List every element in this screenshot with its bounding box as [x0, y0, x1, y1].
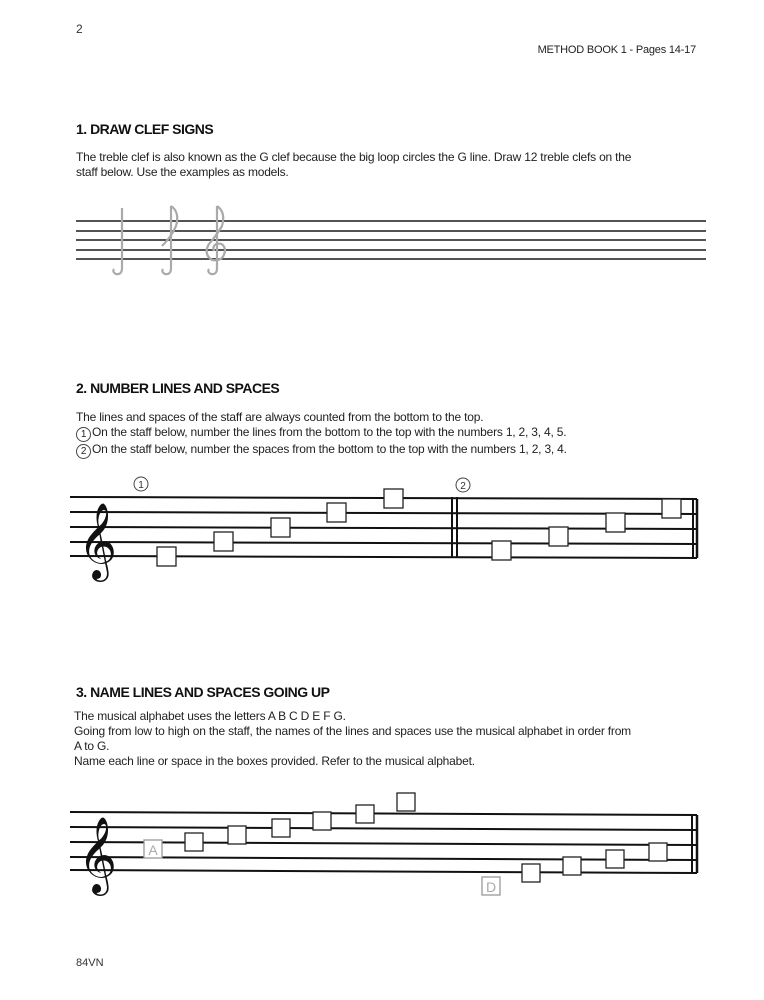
running-head: METHOD BOOK 1 - Pages 14-17	[537, 44, 696, 56]
section-2-title: 2. NUMBER LINES AND SPACES	[76, 380, 280, 396]
staff-2-label-2	[456, 478, 470, 492]
section-3-text-line-4: Name each line or space in the boxes provided. Refer to the musical alphabet.	[74, 754, 475, 768]
treble-clef-icon	[78, 502, 117, 582]
name-box-9[interactable]	[522, 864, 540, 882]
staff-2-label-1	[134, 477, 148, 491]
name-box-12[interactable]	[649, 843, 667, 861]
svg-text:2: 2	[460, 481, 466, 492]
name-box-5[interactable]	[313, 812, 331, 830]
footer-code: 84VN	[76, 957, 104, 969]
treble-clef-icon	[78, 816, 117, 896]
section-2-instructions	[76, 410, 716, 459]
line-box-1[interactable]	[157, 547, 176, 566]
space-box-4[interactable]	[662, 499, 681, 518]
section-2-intro: The lines and spaces of the staff are always counted from the bottom to the top.	[76, 410, 484, 424]
line-box-5[interactable]	[384, 489, 403, 508]
section-3-text-line-3: A to G.	[74, 739, 110, 753]
section-1-text-line-1: The treble clef is also known as the G clef because the big loop circles the G line. Draw 12 treble clefs on the	[76, 150, 632, 164]
section-3-text-line-2: Going from low to high on the staff, the names of the lines and spaces use the musical alphabet in order from	[74, 724, 631, 738]
section-2-step-1	[76, 425, 716, 442]
step-1-marker: 1	[76, 427, 91, 442]
name-box-8-value: D	[485, 879, 497, 895]
name-box-7[interactable]	[397, 793, 415, 811]
staff-3	[70, 812, 697, 873]
section-3-title: 3. NAME LINES AND SPACES GOING UP	[76, 684, 330, 700]
line-box-3[interactable]	[271, 518, 290, 537]
section-1-text-line-2: staff below. Use the examples as models.	[76, 165, 289, 179]
clef-example-stroke-1	[113, 208, 122, 274]
step-2-marker: 2	[76, 444, 91, 459]
line-box-4[interactable]	[327, 503, 346, 522]
step-2-text: On the staff below, number the spaces from the bottom to the top with the numbers 1, 2, 3, 4.	[92, 442, 567, 456]
name-box-2[interactable]	[185, 833, 203, 851]
section-3-instructions	[74, 709, 714, 769]
svg-text:𝄞: 𝄞	[78, 502, 118, 579]
space-box-2[interactable]	[549, 527, 568, 546]
name-box-10[interactable]	[563, 857, 581, 875]
name-box-6[interactable]	[356, 805, 374, 823]
step-1-text: On the staff below, number the lines from the bottom to the top with the numbers 1, 2, 3, 4, 5.	[92, 425, 567, 439]
page-number: 2	[76, 22, 83, 36]
svg-text:1: 1	[138, 480, 144, 491]
name-box-1-value: A	[148, 842, 158, 858]
section-3-text-line-1: The musical alphabet uses the letters A B C D E F G.	[74, 709, 346, 723]
line-box-2[interactable]	[214, 532, 233, 551]
name-box-11[interactable]	[606, 850, 624, 868]
section-2-step-2	[76, 442, 716, 459]
section-1-title: 1. DRAW CLEF SIGNS	[76, 121, 214, 137]
svg-text:𝄞: 𝄞	[78, 816, 118, 893]
name-box-4[interactable]	[272, 819, 290, 837]
name-box-3[interactable]	[228, 826, 246, 844]
space-box-1[interactable]	[492, 541, 511, 560]
space-box-3[interactable]	[606, 513, 625, 532]
